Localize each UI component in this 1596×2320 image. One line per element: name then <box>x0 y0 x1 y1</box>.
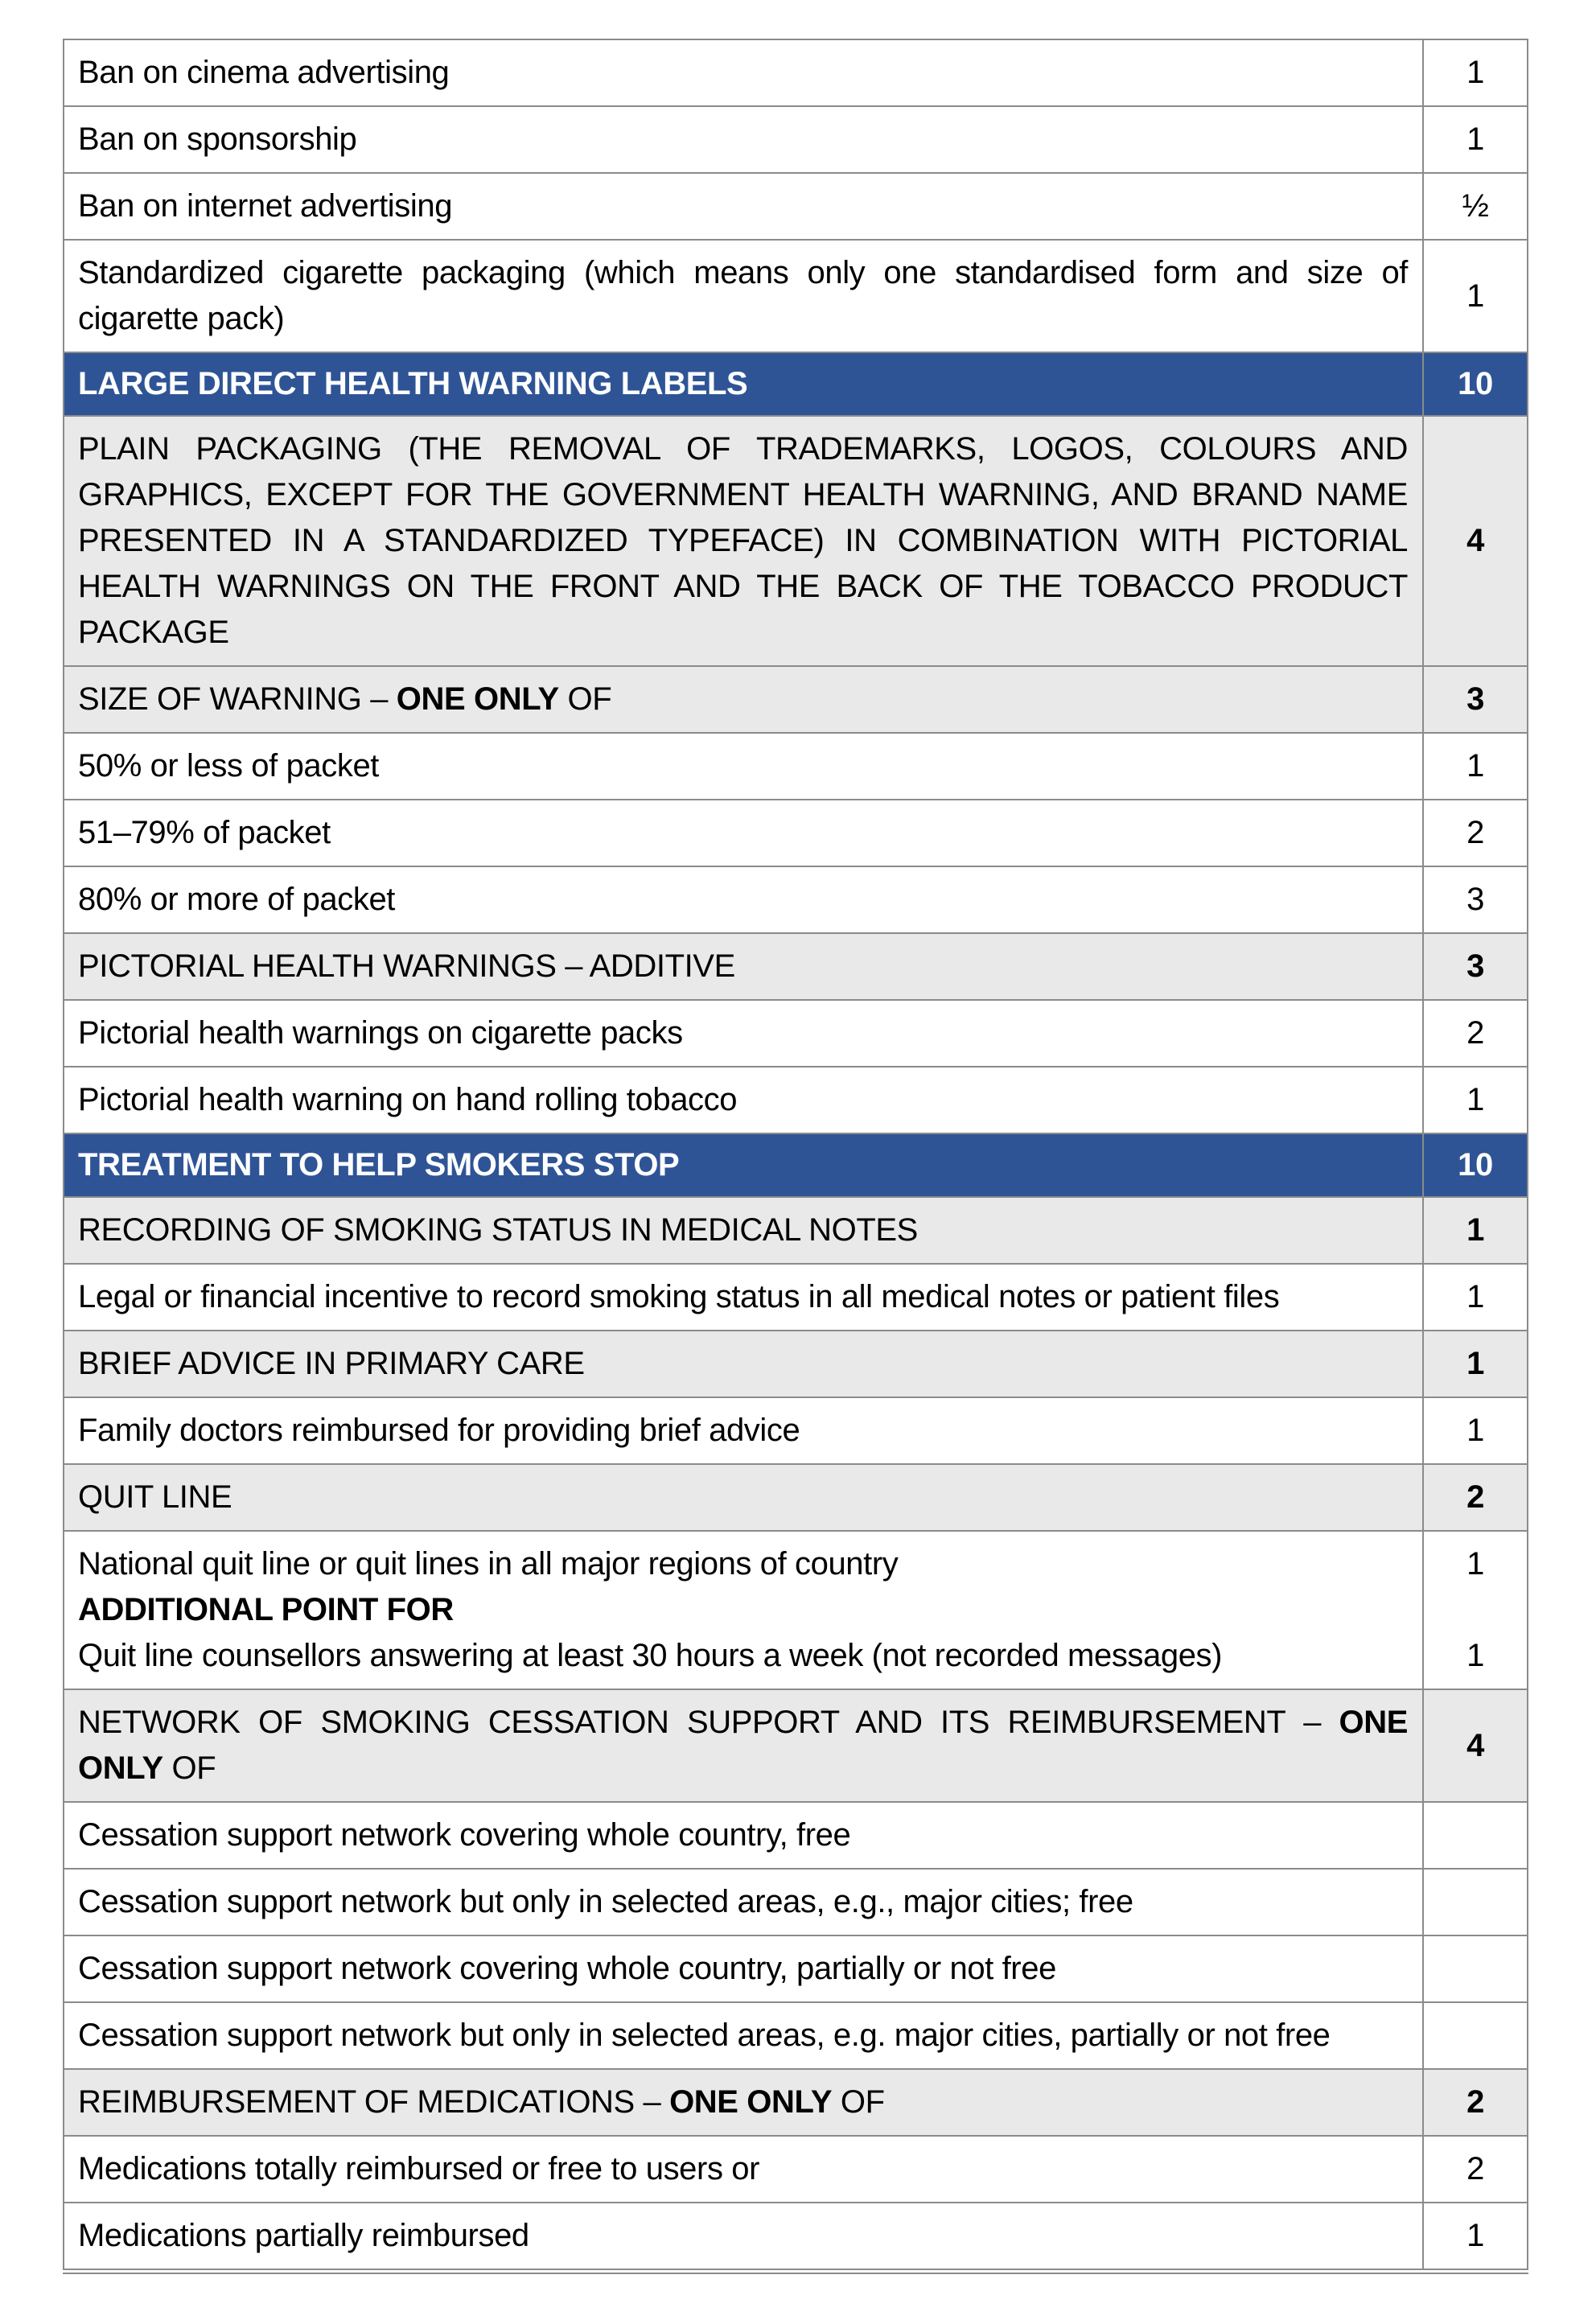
points-cell <box>1424 2203 1527 2269</box>
points-cell <box>1424 1690 1527 1801</box>
criterion-text: Pictorial health warning on hand rolling tobacco <box>78 1082 738 1117</box>
points-cell <box>1424 1803 1527 1868</box>
section-header-row <box>64 1133 1527 1196</box>
points-cell <box>1424 40 1527 105</box>
item-row <box>64 999 1527 1066</box>
points-cell <box>1424 2070 1527 2135</box>
criterion-cell <box>64 107 1424 172</box>
points-value: 10 <box>1458 366 1493 401</box>
points-value: 1 <box>1466 121 1484 157</box>
points-value: 1 <box>1466 1346 1484 1381</box>
criterion-text: SIZE OF WARNING – ONE ONLY OF <box>78 681 612 717</box>
table-end-rule <box>63 2273 1528 2274</box>
points-value: 1 <box>1466 55 1484 90</box>
points-cell <box>1424 241 1527 352</box>
criterion-cell <box>64 353 1424 415</box>
criterion-cell <box>64 1398 1424 1463</box>
item-row <box>64 40 1527 105</box>
criterion-text: Cessation support network but only in selected areas, e.g., major cities; free <box>78 1884 1133 1919</box>
criterion-cell <box>64 1265 1424 1330</box>
item-row <box>64 2202 1527 2269</box>
criterion-cell <box>64 1870 1424 1935</box>
criterion-cell <box>64 2203 1424 2269</box>
criterion-cell <box>64 1067 1424 1133</box>
item-row <box>64 1801 1527 1868</box>
criterion-text: 50% or less of packet <box>78 748 380 784</box>
criterion-text: Medications totally reimbursed or free to users or <box>78 2151 760 2186</box>
points-value: 2 <box>1466 1479 1484 1515</box>
criterion-cell <box>64 667 1424 732</box>
subsection-row <box>64 1330 1527 1397</box>
criterion-text: Ban on cinema advertising <box>78 55 450 90</box>
points-value: 1 <box>1466 1279 1484 1314</box>
points-cell <box>1424 417 1527 665</box>
criterion-cell <box>64 2070 1424 2135</box>
points-value: ½ <box>1462 188 1489 224</box>
criterion-cell <box>64 241 1424 352</box>
points-cell <box>1424 1001 1527 1066</box>
criterion-text: Cessation support network but only in selected areas, e.g. major cities, partially or not free <box>78 2018 1331 2053</box>
points-value: 2 <box>1466 1015 1484 1051</box>
item-row <box>64 866 1527 932</box>
criterion-text: National quit line or quit lines in all major regions of country <box>78 1546 899 1582</box>
criterion-cell <box>64 1936 1424 2001</box>
item-row <box>64 799 1527 866</box>
item-row <box>64 105 1527 172</box>
points-value: 1 <box>1466 2218 1484 2253</box>
criterion-cell <box>64 1134 1424 1196</box>
criterion-cell <box>64 1532 1424 1689</box>
criterion-text: LARGE DIRECT HEALTH WARNING LABELS <box>78 366 748 401</box>
criterion-cell <box>64 1803 1424 1868</box>
points-cell <box>1424 667 1527 732</box>
criterion-text: RECORDING OF SMOKING STATUS IN MEDICAL NOTES <box>78 1212 918 1248</box>
points-table <box>63 39 1528 2270</box>
subsection-row <box>64 1689 1527 1801</box>
points-value: 4 <box>1466 1727 1484 1763</box>
criterion-cell <box>64 2003 1424 2068</box>
subsection-row <box>64 1196 1527 1263</box>
points-cell <box>1424 1398 1527 1463</box>
points-cell <box>1424 1265 1527 1330</box>
criterion-cell <box>64 867 1424 932</box>
points-value: 2 <box>1466 2084 1484 2120</box>
points-cell <box>1424 734 1527 799</box>
points-value: 2 <box>1466 2151 1484 2186</box>
criterion-text: TREATMENT TO HELP SMOKERS STOP <box>78 1147 680 1183</box>
points-cell <box>1424 1870 1527 1935</box>
section-header-row <box>64 352 1527 415</box>
points-cell <box>1424 353 1527 415</box>
criterion-cell <box>64 1001 1424 1066</box>
item-row <box>64 1868 1527 1935</box>
criterion-cell <box>64 1690 1424 1801</box>
criterion-text: Ban on sponsorship <box>78 121 357 157</box>
criterion-text: Quit line counsellors answering at least 30 hours a week (not recorded messages) <box>78 1638 1223 1673</box>
criterion-text: Medications partially reimbursed <box>78 2218 529 2253</box>
item-row <box>64 1263 1527 1330</box>
criterion-text: Cessation support network covering whole country, partially or not free <box>78 1951 1056 1986</box>
points-value: 4 <box>1466 523 1484 558</box>
points-cell <box>1424 2137 1527 2202</box>
points-cell <box>1424 800 1527 866</box>
points-cell <box>1424 1198 1527 1263</box>
points-cell <box>1424 1331 1527 1397</box>
criterion-cell <box>64 1465 1424 1530</box>
points-cell <box>1424 1134 1527 1196</box>
criterion-cell <box>64 734 1424 799</box>
points-value: 2 <box>1466 815 1484 850</box>
points-cell <box>1424 2003 1527 2068</box>
points-value: 1 <box>1466 1638 1484 1673</box>
points-value: 3 <box>1466 681 1484 717</box>
item-row <box>64 2001 1527 2068</box>
item-row <box>64 1066 1527 1133</box>
item-row <box>64 2135 1527 2202</box>
subsection-row <box>64 2068 1527 2135</box>
criterion-text: NETWORK OF SMOKING CESSATION SUPPORT AND ITS REIMBURSEMENT – ONE ONLY OF <box>78 1705 1408 1786</box>
criterion-cell <box>64 2137 1424 2202</box>
criterion-text: Ban on internet advertising <box>78 188 453 224</box>
criterion-text: BRIEF ADVICE IN PRIMARY CARE <box>78 1346 585 1381</box>
subsection-row <box>64 932 1527 999</box>
points-cell <box>1424 1936 1527 2001</box>
criterion-text: Pictorial health warnings on cigarette packs <box>78 1015 683 1051</box>
subsection-row <box>64 665 1527 732</box>
points-value: 10 <box>1458 1147 1493 1183</box>
criterion-text: ADDITIONAL POINT FOR <box>78 1592 454 1627</box>
item-row <box>64 1530 1527 1689</box>
criterion-text: PLAIN PACKAGING (THE REMOVAL OF TRADEMARKS, LOGOS, COLOURS AND GRAPHICS, EXCEPT FOR THE GOVERNMENT HEALTH WARNING, AND BRAND NAME PRESENTED IN A STANDARDIZED TYPEFACE) IN COMBINATION WITH PICTORIAL HEALTH WARNINGS ON THE FRONT AND THE BACK OF THE TOBACCO PRODUCT PACKAGE <box>78 431 1408 650</box>
points-value: 3 <box>1466 948 1484 984</box>
points-value: 1 <box>1466 278 1484 314</box>
points-value: 3 <box>1466 882 1484 917</box>
subsection-row <box>64 415 1527 665</box>
points-value: 1 <box>1466 1546 1484 1582</box>
criterion-text: Standardized cigarette packaging (which means only one standardised form and size of cigarette pack) <box>78 255 1408 336</box>
criterion-cell <box>64 1331 1424 1397</box>
item-row <box>64 239 1527 352</box>
points-cell <box>1424 1465 1527 1530</box>
points-cell <box>1424 174 1527 239</box>
points-value: 1 <box>1466 1212 1484 1248</box>
item-row <box>64 1935 1527 2001</box>
criterion-text: QUIT LINE <box>78 1479 232 1515</box>
item-row <box>64 172 1527 239</box>
points-cell <box>1424 1067 1527 1133</box>
subsection-row <box>64 1463 1527 1530</box>
item-row <box>64 732 1527 799</box>
criterion-text: 51–79% of packet <box>78 815 331 850</box>
item-row <box>64 1397 1527 1463</box>
criterion-text: REIMBURSEMENT OF MEDICATIONS – ONE ONLY OF <box>78 2084 885 2120</box>
criterion-cell <box>64 417 1424 665</box>
criterion-text: Legal or financial incentive to record smoking status in all medical notes or patient files <box>78 1279 1280 1314</box>
criterion-cell <box>64 934 1424 999</box>
criterion-cell <box>64 800 1424 866</box>
criterion-cell <box>64 174 1424 239</box>
criterion-text: PICTORIAL HEALTH WARNINGS – ADDITIVE <box>78 948 735 984</box>
criterion-text: 80% or more of packet <box>78 882 396 917</box>
points-cell <box>1424 107 1527 172</box>
criterion-cell <box>64 40 1424 105</box>
points-value: 1 <box>1466 748 1484 784</box>
points-value: 1 <box>1466 1082 1484 1117</box>
points-cell <box>1424 867 1527 932</box>
criterion-cell <box>64 1198 1424 1263</box>
points-cell <box>1424 934 1527 999</box>
points-value: 1 <box>1466 1413 1484 1448</box>
points-cell <box>1424 1532 1527 1689</box>
criterion-text: Cessation support network covering whole country, free <box>78 1817 851 1853</box>
criterion-text: Family doctors reimbursed for providing brief advice <box>78 1413 800 1448</box>
